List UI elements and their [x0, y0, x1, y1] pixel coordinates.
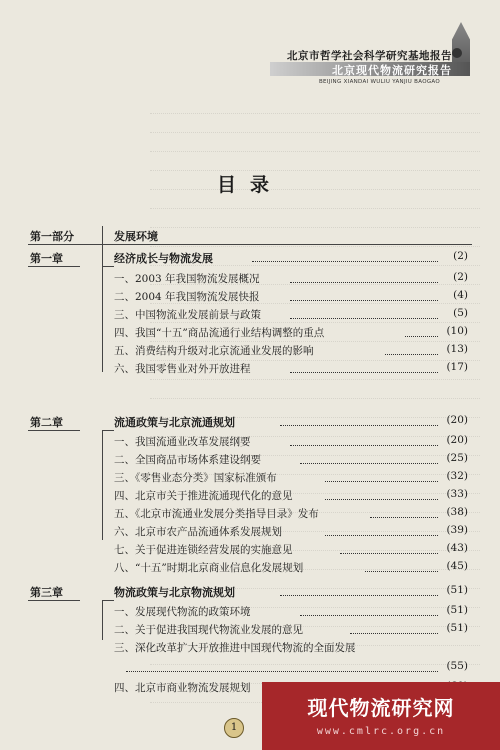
entry-page: (39)	[446, 524, 468, 536]
chapter-title: 经济成长与物流发展	[114, 252, 213, 265]
leader-dots	[280, 595, 438, 596]
toc-entry	[0, 271, 500, 289]
toc-entry	[0, 434, 500, 452]
leader-dots	[252, 261, 438, 262]
chapter-page: (20)	[446, 414, 468, 426]
part-rule	[28, 244, 472, 245]
toc-entry	[0, 542, 500, 560]
entry-title: 三、《零售业态分类》国家标准颁布	[114, 472, 277, 484]
entry-title: 二、2004 年我国物流发展快报	[114, 291, 260, 303]
chapter-tick	[102, 430, 114, 431]
leader-dots	[290, 372, 438, 373]
chapter-label: 第三章	[30, 586, 63, 599]
leader-dots	[290, 445, 438, 446]
entry-page: (17)	[446, 361, 468, 373]
chapter-title: 流通政策与北京流通规划	[114, 416, 235, 429]
entry-page: (4)	[453, 289, 468, 301]
toc-entry	[0, 622, 500, 640]
toc-entry	[0, 470, 500, 488]
book-title-pinyin: BEIJING XIANDAI WULIU YANJIU BAOGAO	[318, 79, 440, 85]
toc-entry-continued	[0, 660, 500, 678]
chapter-label: 第二章	[30, 416, 63, 429]
series-title: 北京市哲学社会科学研究基地报告	[287, 50, 452, 62]
toc-entry	[0, 488, 500, 506]
toc-entry	[0, 307, 500, 325]
entry-page: (38)	[446, 506, 468, 518]
chapter-title: 物流政策与北京物流规划	[114, 586, 235, 599]
book-title: 北京现代物流研究报告	[332, 64, 452, 77]
part-label: 第一部分	[30, 230, 74, 243]
part-title: 发展环境	[114, 230, 158, 243]
page-number: 1	[224, 718, 244, 738]
toc-entry	[0, 560, 500, 578]
leader-dots	[290, 300, 438, 301]
entry-page: (20)	[446, 434, 468, 446]
leader-dots	[385, 354, 438, 355]
entry-title: 五、《北京市流通业发展分类指导目录》发布	[114, 508, 319, 520]
leader-dots	[405, 336, 438, 337]
chapter-label: 第一章	[30, 252, 63, 265]
toc-entry	[0, 604, 500, 622]
toc-entry	[0, 640, 500, 658]
entry-page: (13)	[446, 343, 468, 355]
entry-page: (32)	[446, 470, 468, 482]
chapter-page: (2)	[453, 250, 468, 262]
entry-title: 二、全国商品市场体系建设纲要	[114, 454, 261, 466]
entry-title: 二、关于促进我国现代物流业发展的意见	[114, 624, 303, 636]
leader-dots	[126, 671, 438, 672]
entry-title: 四、北京市关于推进流通现代化的意见	[114, 490, 293, 502]
entry-page: (5)	[453, 307, 468, 319]
entry-page: (51)	[446, 604, 468, 616]
entry-title: 一、2003 年我国物流发展概况	[114, 273, 260, 285]
watermark-banner	[262, 682, 500, 750]
entry-page: (43)	[446, 542, 468, 554]
entry-title: 五、消费结构升级对北京流通业发展的影响	[114, 345, 314, 357]
chapter-tick	[102, 266, 114, 267]
entry-title: 一、我国流通业改革发展纲要	[114, 436, 251, 448]
entry-title: 三、深化改革扩大开放推进中国现代物流的全面发展	[114, 642, 356, 654]
entry-title: 四、我国“十五”商品流通行业结构调整的重点	[114, 327, 325, 339]
chapter-tick	[102, 600, 114, 601]
toc-entry	[0, 506, 500, 524]
chapter-rule	[28, 600, 80, 601]
leader-dots	[300, 463, 438, 464]
page-title: 目录	[216, 174, 283, 196]
entry-page: (51)	[446, 622, 468, 634]
entry-page: (2)	[453, 271, 468, 283]
bullet-icon	[452, 48, 462, 58]
leader-dots	[325, 535, 438, 536]
entry-page: (45)	[446, 560, 468, 572]
toc-entry	[0, 524, 500, 542]
leader-dots	[325, 481, 438, 482]
entry-page: (25)	[446, 452, 468, 464]
watermark-url: www.cmlrc.org.cn	[316, 726, 446, 737]
entry-title: 七、关于促进连锁经营发展的实施意见	[114, 544, 293, 556]
toc-entry	[0, 289, 500, 307]
entry-title: 六、北京市农产品流通体系发展规划	[114, 526, 282, 538]
leader-dots	[325, 499, 438, 500]
chapter-rule	[28, 430, 80, 431]
leader-dots	[290, 318, 438, 319]
chapter-rule	[28, 266, 80, 267]
toc-entry	[0, 343, 500, 361]
leader-dots	[370, 517, 438, 518]
entry-title: 八、“十五”时期北京商业信息化发展规划	[114, 562, 304, 574]
leader-dots	[365, 571, 438, 572]
entry-page: (55)	[446, 660, 468, 672]
leader-dots	[350, 633, 438, 634]
entry-title: 三、中国物流业发展前景与政策	[114, 309, 261, 321]
leader-dots	[340, 553, 438, 554]
leader-dots	[280, 425, 438, 426]
entry-title: 四、北京市商业物流发展规划	[114, 682, 251, 694]
toc-entry	[0, 452, 500, 470]
entry-title: 一、发展现代物流的政策环境	[114, 606, 251, 618]
chapter-page: (51)	[446, 584, 468, 596]
toc-entry	[0, 361, 500, 379]
entry-title: 六、我国零售业对外开放进程	[114, 363, 251, 375]
leader-dots	[300, 615, 438, 616]
watermark-title: 现代物流研究网	[307, 696, 455, 720]
toc-entry	[0, 325, 500, 343]
entry-page: (10)	[446, 325, 468, 337]
leader-dots	[290, 282, 438, 283]
entry-page: (33)	[446, 488, 468, 500]
